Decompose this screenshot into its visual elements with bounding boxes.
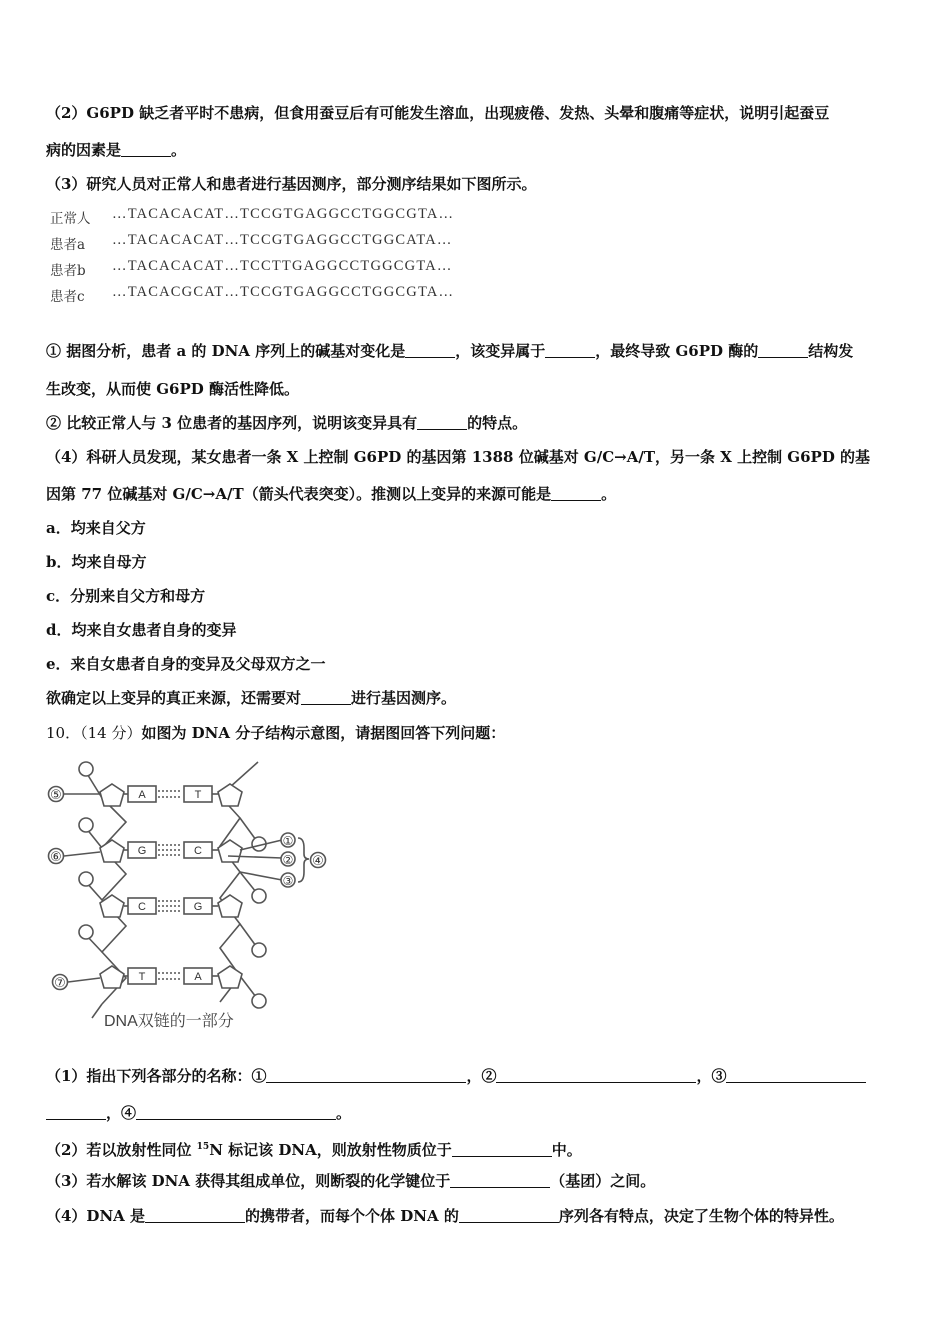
answer-blank[interactable] [545, 342, 595, 358]
q3-sub2-text-b: 的特点。 [467, 414, 528, 432]
answer-blank[interactable] [551, 485, 601, 501]
base-label: A [138, 789, 146, 801]
marker-label: ⑤ [50, 788, 62, 803]
q3-intro: （3）研究人员对正常人和患者进行基因测序，部分测序结果如下图所示。 [46, 175, 537, 193]
q10-sub1-text-a: （1）指出下列各部分的名称：① [46, 1067, 267, 1085]
q4-final [46, 688, 456, 708]
q3-sub1-text-b: ，该变异属于 [455, 342, 546, 360]
q3-sub1-text-d: 结构发 [808, 342, 854, 360]
q10-stem-text: 如图为 DNA 分子结构示意图，请据图回答下列问题： [141, 724, 506, 742]
seq-normal: …TACACACAT…TCCGTGAGGCCTGGCGTA… [112, 206, 455, 222]
q10-sub1-text-e: 。 [336, 1104, 352, 1122]
q2-line1: （2）G6PD 缺乏者平时不患病，但食用蚕豆后有可能发生溶血，出现疲倦、发热、头晕和腹痛等症状，说明引起蚕豆 [46, 104, 830, 122]
base-label: A [194, 971, 202, 983]
answer-blank[interactable] [266, 1067, 466, 1083]
q10-sub4-text-c: 序列各有特点，决定了生物个体的特异性。 [558, 1207, 844, 1225]
q3-sub1-text-a: ① 据图分析，患者 a 的 DNA 序列上的碱基对变化是 [46, 342, 406, 360]
q3-sub1-line2: 生改变，从而使 G6PD 酶活性降低。 [46, 380, 299, 398]
phosphate-circle [79, 818, 93, 832]
deoxyribose [218, 966, 242, 988]
question-number: 10．（14 分） [46, 724, 142, 742]
marker-label: ④ [312, 854, 324, 869]
deoxyribose [100, 966, 124, 988]
answer-blank[interactable] [450, 1172, 550, 1188]
q4-option-d: d．均来自女患者自身的变异 [46, 621, 237, 639]
q10-sub4-text-b: 的携带者，而每个个体 DNA 的 [245, 1207, 459, 1225]
answer-blank[interactable] [452, 1141, 552, 1157]
phosphate-circle [79, 762, 93, 776]
answer-blank[interactable] [726, 1067, 866, 1083]
q10-sub2-text-b: N 标记该 DNA，则放射性物质位于 [209, 1141, 452, 1159]
q4-final-text: 欲确定以上变异的真正来源，还需要对 [46, 689, 302, 707]
seq-label-b: 患者b [50, 263, 86, 279]
q10-sub2-text-c: 中。 [551, 1141, 582, 1159]
base-label: T [194, 789, 202, 801]
deoxyribose [218, 895, 242, 917]
q2-text: 病的因素是 [46, 141, 122, 159]
q10-sub2-text-a: （2）若以放射性同位 [46, 1141, 197, 1159]
answer-blank[interactable] [417, 414, 467, 430]
marker-label: ③ [282, 874, 294, 888]
answer-blank[interactable] [121, 141, 171, 157]
figure-caption: DNA双链的一部分 [104, 1013, 234, 1030]
q10-sub1-line1 [46, 1066, 866, 1086]
q10-sub3-text-b: （基团）之间。 [550, 1172, 656, 1190]
phosphate-circle [79, 925, 93, 939]
phosphate-circle [252, 994, 266, 1008]
base-label: C [194, 845, 202, 857]
answer-blank[interactable] [301, 689, 351, 705]
answer-blank[interactable] [405, 342, 455, 358]
q2-end: 。 [171, 141, 187, 159]
q4-option-c: c．分别来自父方和母方 [46, 587, 206, 605]
q3-sub2-text-a: ② 比较正常人与 3 位患者的基因序列，说明该变异具有 [46, 414, 418, 432]
q4-text: 因第 77 位碱基对 G/C→A/T（箭头代表突变）。推测以上变异的来源可能是 [46, 485, 552, 503]
phosphate-circle [252, 943, 266, 957]
seq-label-normal: 正常人 [50, 211, 91, 227]
marker-label: ② [282, 853, 294, 867]
marker-label: ⑦ [54, 976, 66, 991]
answer-blank[interactable] [496, 1067, 696, 1083]
seq-a: …TACACACAT…TCCGTGAGGCCTGGCATA… [112, 232, 453, 248]
q4-option-b: b．均来自母方 [46, 553, 147, 571]
q10-stem [46, 723, 505, 743]
answer-blank[interactable] [459, 1207, 559, 1223]
seq-label-a: 患者a [50, 237, 86, 253]
q4-end: 。 [601, 485, 617, 503]
q4-line2 [46, 484, 616, 504]
deoxyribose [100, 840, 124, 862]
phosphate-circle [252, 889, 266, 903]
dna-structure-figure [44, 756, 334, 1038]
q10-sub4-text-a: （4）DNA 是 [46, 1207, 146, 1225]
base-label: T [138, 971, 146, 983]
q4-final-end: 进行基因测序。 [351, 689, 457, 707]
phosphate-circle [79, 872, 93, 886]
q4-option-e: e．来自女患者自身的变异及父母双方之一 [46, 655, 326, 673]
seq-label-c: 患者c [50, 289, 85, 305]
q4-option-a: a．均来自父方 [46, 519, 146, 537]
isotope-superscript: 15 [196, 1142, 210, 1152]
q10-sub1-text-d: ，④ [106, 1104, 137, 1122]
q10-sub4 [46, 1206, 844, 1226]
base-label: G [193, 901, 203, 913]
q3-sub1-line1 [46, 341, 853, 361]
deoxyribose [218, 784, 242, 806]
q10-sub1-line2 [46, 1103, 351, 1123]
seq-b: …TACACACAT…TCCTTGAGGCCTGGCGTA… [112, 258, 453, 274]
marker-label: ⑥ [50, 850, 62, 865]
q10-sub3 [46, 1171, 655, 1191]
q3-sub1-text-c: ，最终导致 G6PD 酶的 [595, 342, 759, 360]
deoxyribose [100, 784, 124, 806]
q10-sub1-text-c: ，③ [696, 1067, 727, 1085]
q2-line2 [46, 140, 186, 160]
q4-line1: （4）科研人员发现，某女患者一条 X 上控制 G6PD 的基因第 1388 位碱基对 G/C→A/T，另一条 X 上控制 G6PD 的基 [46, 448, 871, 466]
q10-sub1-text-b: ，② [466, 1067, 497, 1085]
base-label: C [138, 901, 146, 913]
q10-sub2 [46, 1137, 582, 1160]
answer-blank[interactable] [136, 1104, 336, 1120]
q10-sub3-text-a: （3）若水解该 DNA 获得其组成单位，则断裂的化学键位于 [46, 1172, 451, 1190]
base-label: G [137, 845, 147, 857]
answer-blank[interactable] [46, 1104, 106, 1120]
answer-blank[interactable] [145, 1207, 245, 1223]
q3-sub2 [46, 413, 527, 433]
marker-label: ① [282, 834, 294, 848]
answer-blank[interactable] [758, 342, 808, 358]
seq-c: …TACACGCAT…TCCGTGAGGCCTGGCGTA… [112, 284, 455, 300]
